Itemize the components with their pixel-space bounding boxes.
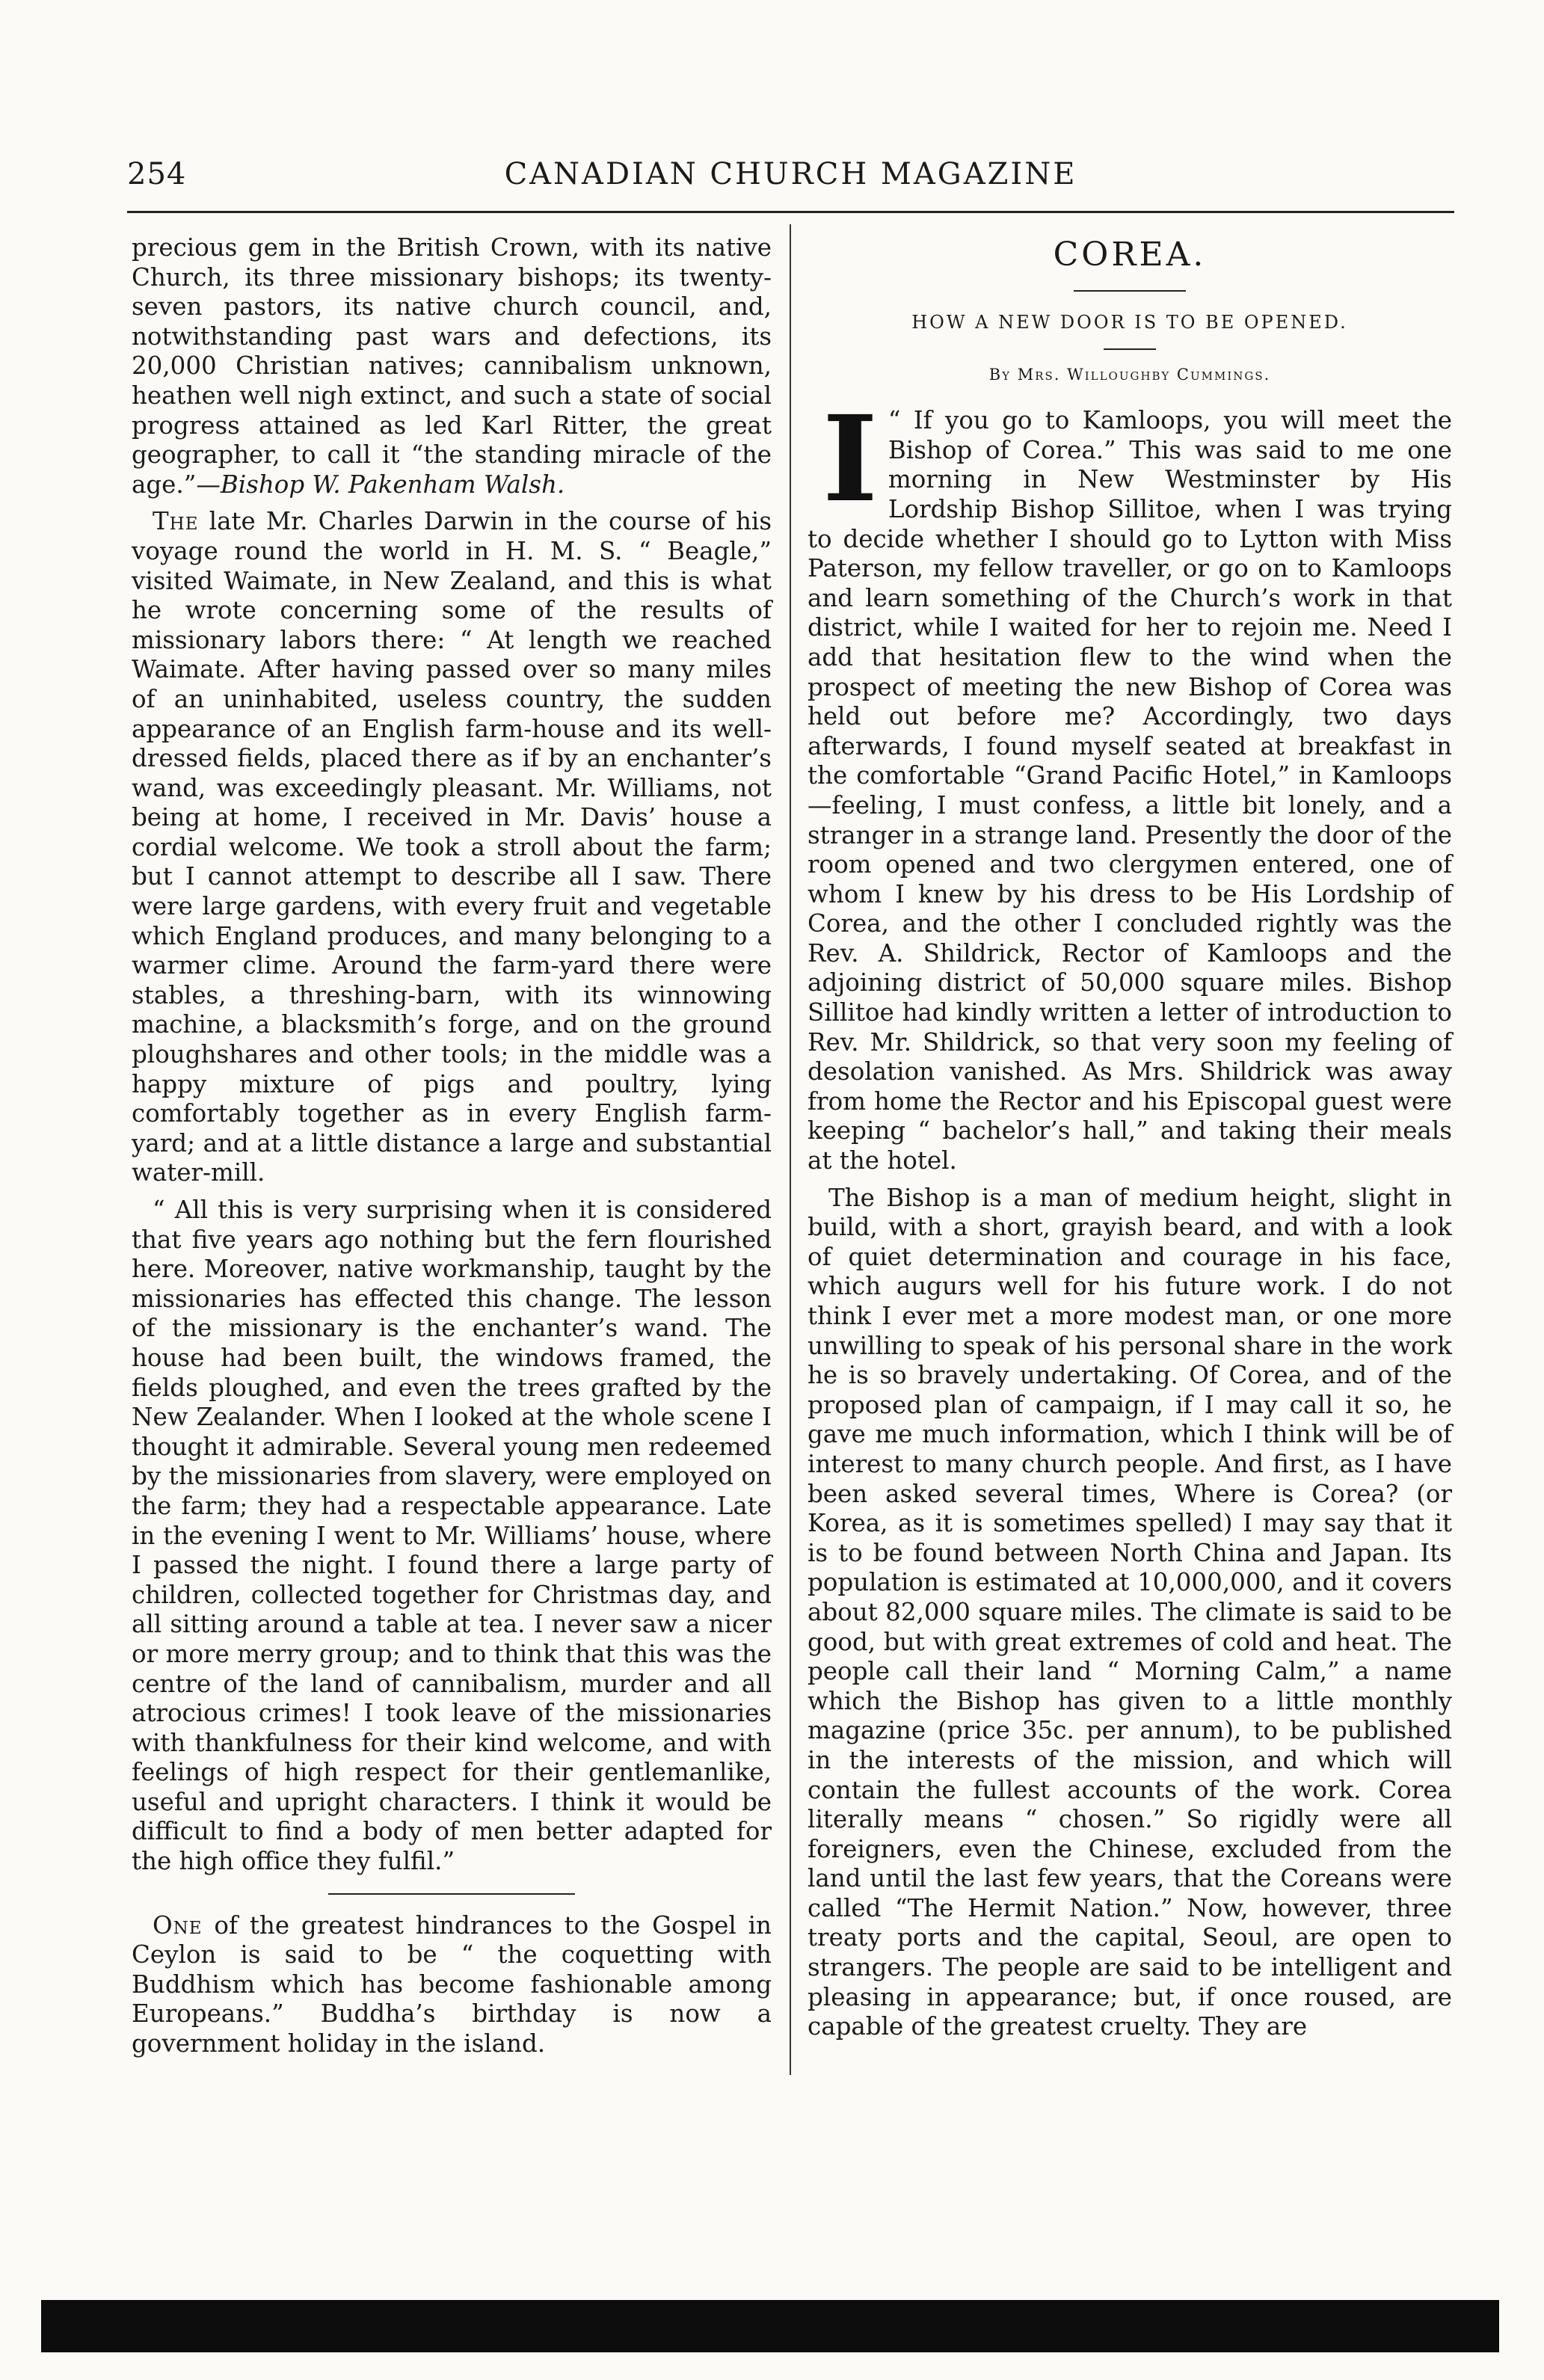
paragraph-text: “ All this is very surprising when it is considered that five years ago nothing but the fern flourished here. Moreover, native workmanship, taught by the missionaries has effected this change. The lesson of the missionary is the enchanter’s wand. The house had been built, the windows framed, the fields ploughed, and even the trees grafted by the New Zealander. When I looked at the whole scene I thought it admirable. Several young men redeemed by the missionaries from slavery, were employed on the farm; they had a respectable appearance. Late in the evening I went to Mr. Williams’ house, where I passed the night. I found there a large party of children, collected together for Christmas day, and all sitting around a table at tea. I never saw a nicer or more merry group; and to think that this was the centre of the land of cannibalism, murder and all atrocious crimes! I took leave of the missionaries with thankfulness for their kind welcome, and with feelings of high respect for their gentlemanlike, useful and upright characters. I think it would be difficult to find a body of men better adapted for the high office they fulfil.” <box>132 1196 772 1876</box>
subtitle-rule <box>1104 348 1156 350</box>
paragraph-text: “ If you go to Kamloops, you will meet the Bishop of Corea.” This was said to me one morning in New Westminster by His Lordship Bishop Sillitoe, when I was trying to decide whether I should go to Lytton with Miss Paterson, my fellow traveller, or go on to Kamloops and learn something of the Church’s work in that district, while I waited for her to rejoin me. Need I add that hesitation flew to the wind when the prospect of meeting the new Bishop of Corea was held out before me? Accordingly, two days afterwards, I found myself seated at breakfast in the comfortable “Grand Pacific Hotel,” in Kamloops—feeling, I must confess, a little bit lonely, and a stranger in a strange land. Presently the door of the room opened and two clergymen entered, one of whom I knew by his dress to be His Lordship of Corea, and the other I concluded rightly was the Rev. A. Shildrick, Rector of Kamloops and the adjoining district of 50,000 square miles. Bishop Sillitoe had kindly written a letter of introduction to Rev. Mr. Shildrick, so that very soon my feeling of desolation vanished. As Mrs. Shildrick was away from home the Rector and his Episcopal guest were keeping “ bachelor’s hall,” and taking their meals at the hotel. <box>808 406 1452 1175</box>
article-subtitle: HOW A NEW DOOR IS TO BE OPENED. <box>911 312 1348 333</box>
left-column <box>132 233 772 2067</box>
drop-cap: I <box>822 390 878 529</box>
left-paragraph-1 <box>132 233 772 499</box>
paragraph-text: of the greatest hindrances to the Gospel in Ceylon is said to be “ the coquetting with Buddhism which has become fashionable among Europeans.” Buddha’s birthday is now a government holiday in the island. <box>132 1910 772 2058</box>
lead-word: The <box>153 507 199 536</box>
paragraph-text: late Mr. Charles Darwin in the course of his voyage round the world in H. M. S. “ Beagle,” visited Waimate, in New Zealand, and this is what he wrote concerning some of the results of missionary labors there: “ At length we reached Waimate. After having passed over so many miles of an uninhabited, useless country, the sudden appearance of an English farm-house and its well-dressed fields, placed there as if by an enchanter’s wand, was exceedingly pleasant. Mr. Williams, not being at home, I received in Mr. Davis’ house a cordial welcome. We took a stroll about the farm; but I cannot attempt to describe all I saw. There were large gardens, with every fruit and vegetable which England produces, and many belonging to a warmer clime. Around the farm-yard there were stables, a threshing-barn, with its winnowing machine, a blacksmith’s forge, and on the ground ploughshares and other tools; in the middle was a happy mixture of pigs and poultry, lying comfortably together as in every English farm-yard; and at a little distance a large and substantial water-mill. <box>132 507 772 1187</box>
right-column <box>808 233 1452 2050</box>
darwin-paragraph <box>132 507 772 1188</box>
page-number: 254 <box>127 157 187 191</box>
darwin-quote-paragraph <box>132 1196 772 1877</box>
running-head: CANADIAN CHURCH MAGAZINE <box>504 157 1077 191</box>
page-header <box>127 157 1454 209</box>
title-rule <box>1074 290 1186 292</box>
footer-scan-band <box>41 2300 1499 2352</box>
paragraph-text: precious gem in the British Crown, with its native Church, its three missionary bishops; its twenty-seven pastors, its native church council, and, notwithstanding past wars and defections, its 20,000 Christian natives; cannibalism unknown, heathen well nigh extinct, and such a state of social progress attained as led Karl Ritter, the great geographer, to call it “the standing miracle of the age.”— <box>132 233 772 499</box>
column-divider <box>790 224 791 2075</box>
byline: By Mrs. Willoughby Cummings. <box>988 365 1271 384</box>
corea-paragraph-1 <box>808 390 1452 1175</box>
section-separator <box>328 1893 575 1895</box>
lead-word: One <box>153 1910 203 1940</box>
paragraph-text: The Bishop is a man of medium height, slight in build, with a short, grayish beard, and with a look of quiet determination and courage in his face, which augurs well for his future work. I do not think I ever met a more modest man, or one more unwilling to speak of his personal share in the work he is so bravely undertaking. Of Corea, and of the proposed plan of campaign, if I may call it so, he gave me much information, which I think will be of interest to many church people. And first, as I have been asked several times, Where is Corea? (or Korea, as it is sometimes spelled) I may say that it is to be found between North China and Japan. Its population is estimated at 10,000,000, and it covers about 82,000 square miles. The climate is said to be good, but with great extremes of cold and heat. The people call their land “ Morning Calm,” a name which the Bishop has given to a little monthly magazine (price 35c. per annum), to be published in the interests of the mission, and which will contain the fullest accounts of the work. Corea literally means “ chosen.” So rigidly were all foreigners, even the Chinese, excluded from the land until the last few years, that the Coreans were called “The Hermit Nation.” Now, however, three treaty ports and the capital, Seoul, are open to strangers. The people are said to be intelligent and pleasing in appearance; but, if once roused, are capable of the greatest cruelty. They are <box>808 1183 1452 2041</box>
header-rule <box>127 211 1454 213</box>
ceylon-paragraph <box>132 1911 772 2059</box>
article-title: COREA. <box>1053 236 1207 274</box>
corea-paragraph-2 <box>808 1184 1452 2042</box>
citation: Bishop W. Pakenham Walsh. <box>220 470 565 499</box>
